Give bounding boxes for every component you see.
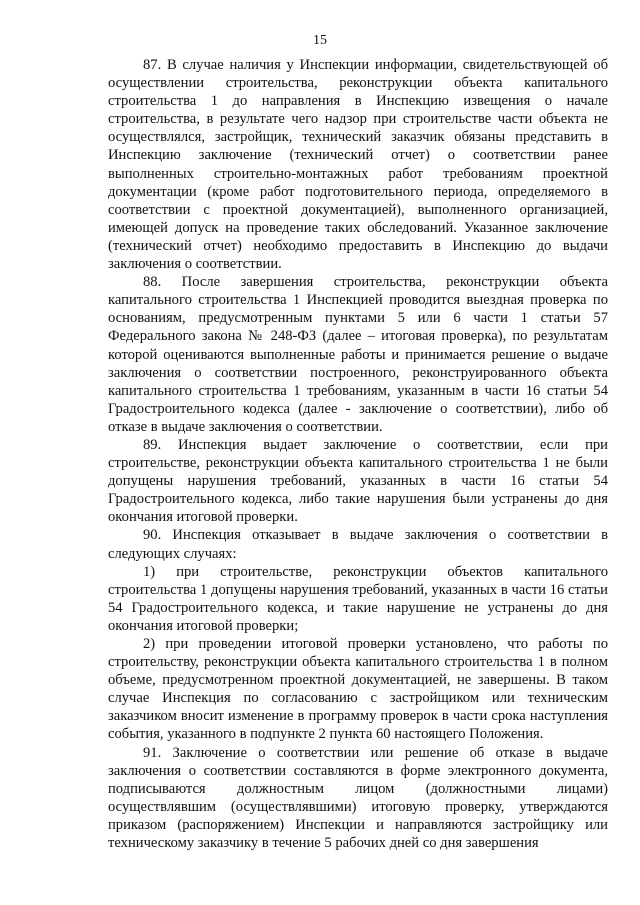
paragraph-89: 89. Инспекция выдает заключение о соответствии, если при строительстве, реконструкции объекта капитального строительства 1 не были допущены нарушения требований, указанных в части 16 статьи 54 Градостроительного кодекса, либо такие нарушения были устранены до дня окончания итоговой проверки.: [108, 436, 608, 526]
paragraph-87: 87. В случае наличия у Инспекции информации, свидетельствующей об осуществлении строительства, реконструкции объекта капитального строительства 1 до направления в Инспекцию извещения о начале строительства, в результате чего надзор при строительстве части объекта не осуществлялся, застройщик, технический заказчик обязаны представить в Инспекцию заключение (технический отчет) о соответствии ранее выполненных строительно-монтажных работ требованиям проектной документации (кроме работ подготовительного периода, определяемого в соответствии с проектной документацией), выполненного организацией, имеющей допуск на проведение таких обследований. Указанное заключение (технический отчет) необходимо предоставить в Инспекцию до выдачи заключения о соответствии.: [108, 57, 608, 273]
paragraph-91: 91. Заключение о соответствии или решение об отказе в выдаче заключения о соответствии составляются в форме электронного документа, подписываются должностным лицом (должностными лицами) осуществлявшим (осуществлявшими) итоговую проверку, утверждаются приказом (распоряжением) Инспекции и направляются застройщику или техническому заказчику в течение 5 рабочих дней со дня завершения: [108, 744, 608, 852]
paragraph-90-item-2: 2) при проведении итоговой проверки установлено, что работы по строительству, реконструкции объекта капитального строительства 1 в полном объеме, предусмотренном проектной документацией, не завершены. В таком случае Инспекция по согласованию с застройщиком или техническим заказчиком вносит изменение в программу проверок в части срока наступления события, указанного в подпункте 2 пункта 60 настоящего Положения.: [108, 636, 608, 743]
paragraph-88: 88. После завершения строительства, реконструкции объекта капитального строительства 1 Инспекцией проводится выездная проверка по основаниям, предусмотренным пунктами 5 или 6 части 1 статьи 57 Федерального закона № 248-ФЗ (далее – итоговая проверка), по результатам которой оцениваются выполненные работы и принимается решение о выдаче заключения о соответствии построенного, реконструированного объекта капитального строительства 1 требованиям, указанным в части 16 статьи 54 Градостроительного кодекса (далее - заключение о соответствии), либо об отказе в выдаче заключения о соответствии.: [108, 274, 608, 435]
page-number: 15: [313, 33, 327, 48]
paragraph-90-item-1: 1) при строительстве, реконструкции объектов капитального строительства 1 допущены нарушения требований, указанных в части 16 статьи 54 Градостроительного кодекса, и такие нарушение не устранены до дня окончания итоговой проверки;: [108, 563, 608, 634]
document-body: [108, 56, 608, 852]
paragraph-90: 90. Инспекция отказывает в выдаче заключения о соответствии в следующих случаях:: [108, 527, 608, 562]
